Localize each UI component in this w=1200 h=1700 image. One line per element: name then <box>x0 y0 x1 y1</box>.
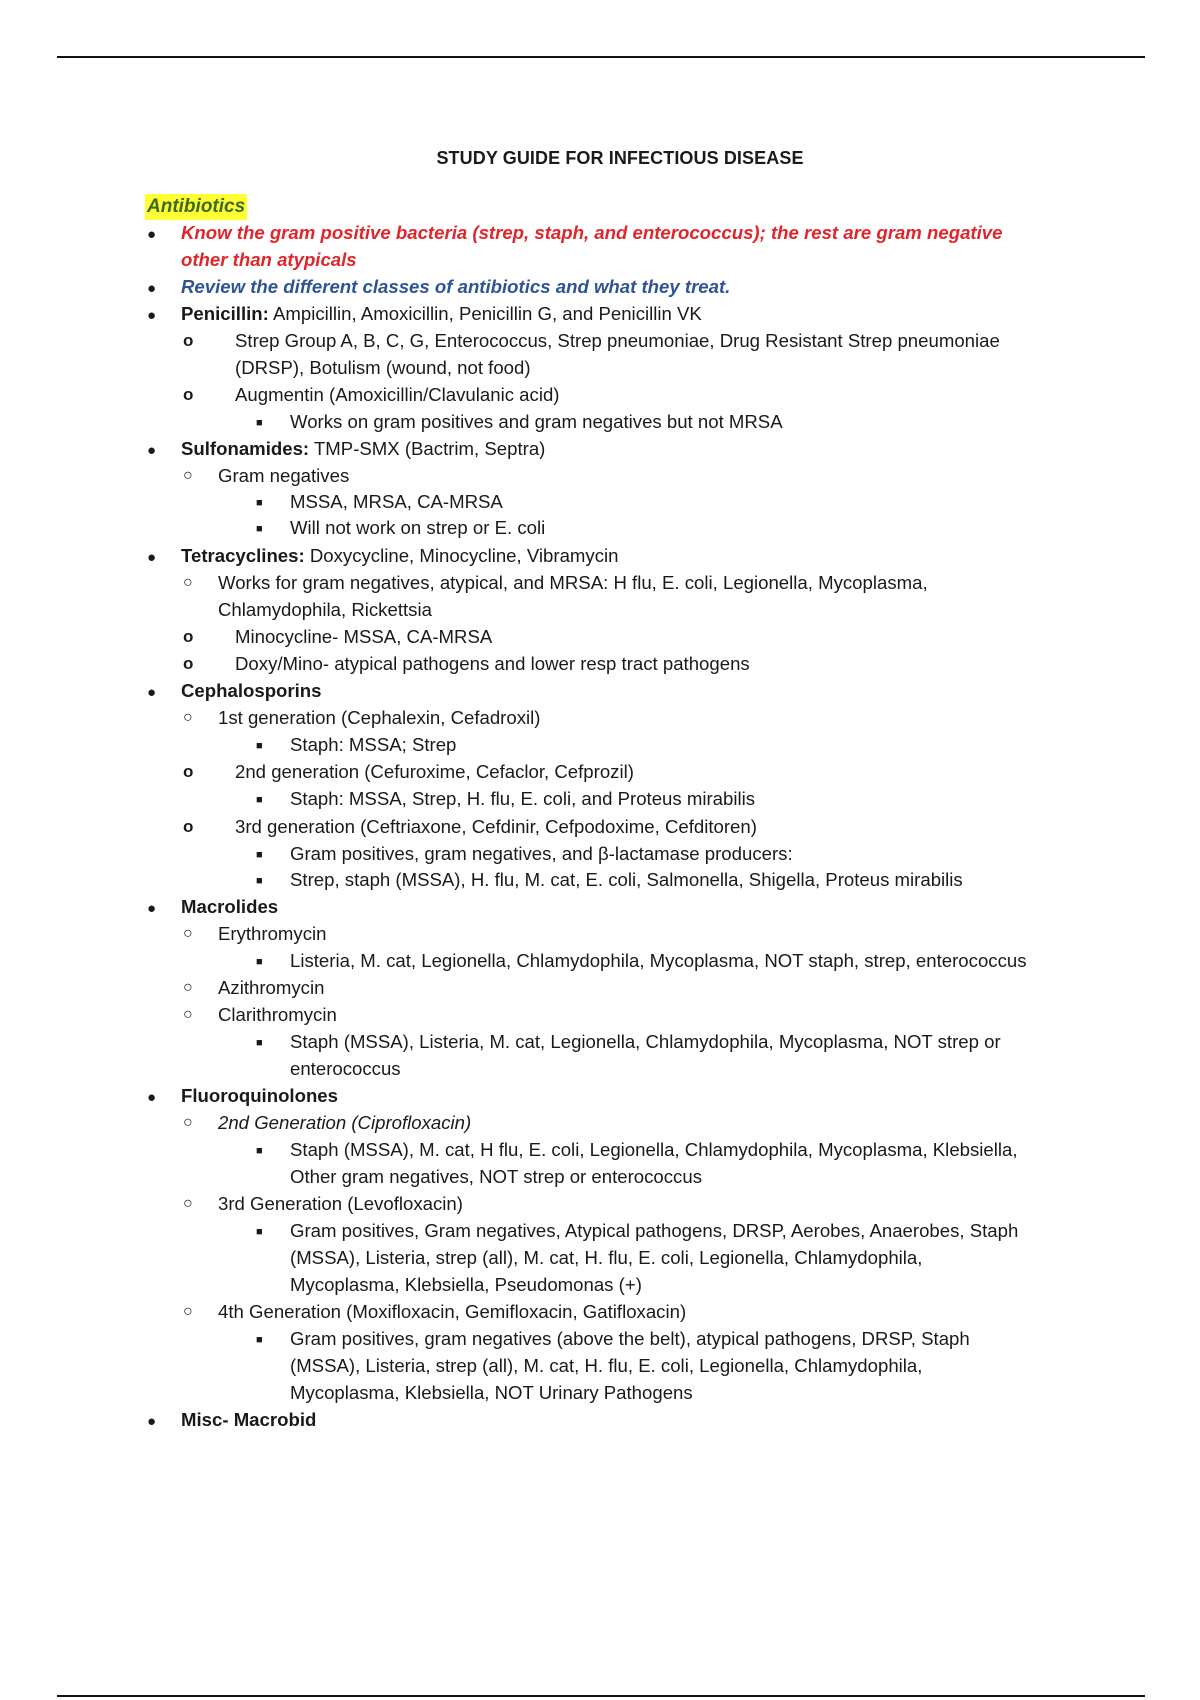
square-bullet-icon: ■ <box>256 740 263 752</box>
list-item: (MSSA), Listeria, strep (all), M. cat, H. flu, E. coli, Legionella, Chlamydophila, <box>290 1355 923 1376</box>
list-item: 2nd Generation (Ciprofloxacin) <box>218 1112 472 1133</box>
square-bullet-icon: ■ <box>256 1145 263 1157</box>
list-item: Strep, staph (MSSA), H. flu, M. cat, E. coli, Salmonella, Shigella, Proteus mirabilis <box>290 869 963 890</box>
list-item: Listeria, M. cat, Legionella, Chlamydophila, Mycoplasma, NOT staph, strep, enterococcus <box>290 950 1027 971</box>
list-item: Other gram negatives, NOT strep or enterococcus <box>290 1166 702 1187</box>
list-item: Staph (MSSA), Listeria, M. cat, Legionella, Chlamydophila, Mycoplasma, NOT strep or <box>290 1031 1001 1052</box>
sulfonamides-text: TMP-SMX (Bactrim, Septra) <box>309 438 546 459</box>
circle-bullet-icon: ○ <box>183 709 193 726</box>
page-title: STUDY GUIDE FOR INFECTIOUS DISEASE <box>436 148 804 168</box>
list-item: Augmentin (Amoxicillin/Clavulanic acid) <box>235 384 560 405</box>
circle-bullet-icon: ○ <box>183 979 193 996</box>
list-item-sulfonamides <box>181 435 1061 462</box>
list-item: Staph: MSSA; Strep <box>290 734 457 755</box>
list-item: 3rd generation (Ceftriaxone, Cefdinir, Cefpodoxime, Cefditoren) <box>235 816 757 837</box>
square-bullet-icon: ■ <box>256 794 263 806</box>
list-item-tetracyclines <box>181 542 1061 569</box>
list-item: Gram positives, gram negatives (above the belt), atypical pathogens, DRSP, Staph <box>290 1328 970 1349</box>
bullet-icon: ● <box>147 900 157 917</box>
list-item: Gram positives, Gram negatives, Atypical pathogens, DRSP, Aerobes, Anaerobes, Staph <box>290 1220 1019 1241</box>
list-item: Doxy/Mino- atypical pathogens and lower resp tract pathogens <box>235 653 750 674</box>
circle-bullet-icon: ○ <box>183 467 193 484</box>
sulfonamides-label: Sulfonamides: <box>181 438 310 459</box>
list-item: (DRSP), Botulism (wound, not food) <box>235 357 531 378</box>
bullet-icon: ● <box>147 1089 157 1106</box>
circle-bullet-icon: ○ <box>183 574 193 591</box>
list-item: Staph (MSSA), M. cat, H flu, E. coli, Legionella, Chlamydophila, Mycoplasma, Klebsiella, <box>290 1139 1018 1160</box>
square-bullet-icon: ■ <box>256 417 263 429</box>
list-item-macrolides: Macrolides <box>181 896 279 917</box>
bullet-icon: ● <box>147 307 157 324</box>
note-review-classes: Review the different classes of antibiotics and what they treat. <box>181 276 731 297</box>
list-item: 4th Generation (Moxifloxacin, Gemifloxacin, Gatifloxacin) <box>218 1301 687 1322</box>
list-item: Chlamydophila, Rickettsia <box>218 599 432 620</box>
list-item: Gram positives, gram negatives, and β-lactamase producers: <box>290 843 793 864</box>
list-item-misc: Misc- Macrobid <box>181 1409 317 1430</box>
list-item-fluoroquinolones: Fluoroquinolones <box>181 1085 338 1106</box>
list-item: Minocycline- MSSA, CA-MRSA <box>235 626 493 647</box>
bullet-icon: ● <box>147 549 157 566</box>
note-gram-positive-cont: other than atypicals <box>181 249 357 270</box>
square-bullet-icon: ■ <box>256 849 263 861</box>
note-gram-positive: Know the gram positive bacteria (strep, staph, and enterococcus); the rest are gram negative <box>181 222 1003 243</box>
list-item-penicillin <box>181 300 1061 327</box>
circle-bullet-icon: ○ <box>183 1006 193 1023</box>
square-bullet-icon: ■ <box>256 523 263 535</box>
sub-bullet-icon: o <box>183 627 194 646</box>
list-item: Works on gram positives and gram negatives but not MRSA <box>290 411 783 432</box>
top-rule <box>57 56 1145 58</box>
list-item: 1st generation (Cephalexin, Cefadroxil) <box>218 707 541 728</box>
sub-bullet-icon: o <box>183 654 194 673</box>
list-item: Mycoplasma, Klebsiella, NOT Urinary Pathogens <box>290 1382 693 1403</box>
circle-bullet-icon: ○ <box>183 1195 193 1212</box>
sub-bullet-icon: o <box>183 817 194 836</box>
list-item: Gram negatives <box>218 465 350 486</box>
square-bullet-icon: ■ <box>256 1037 263 1049</box>
penicillin-label: Penicillin: <box>181 303 269 324</box>
square-bullet-icon: ■ <box>256 1226 263 1238</box>
list-item-cephalosporins: Cephalosporins <box>181 680 322 701</box>
square-bullet-icon: ■ <box>256 1334 263 1346</box>
sub-bullet-icon: o <box>183 762 194 781</box>
circle-bullet-icon: ○ <box>183 925 193 942</box>
tetracyclines-label: Tetracyclines: <box>181 545 305 566</box>
list-item: MSSA, MRSA, CA-MRSA <box>290 491 503 512</box>
bullet-icon: ● <box>147 1413 157 1430</box>
bottom-rule <box>57 1695 1145 1697</box>
list-item: 2nd generation (Cefuroxime, Cefaclor, Cefprozil) <box>235 761 634 782</box>
bullet-icon: ● <box>147 280 157 297</box>
bullet-icon: ● <box>147 442 157 459</box>
list-item: Strep Group A, B, C, G, Enterococcus, Strep pneumoniae, Drug Resistant Strep pneumoniae <box>235 330 1000 351</box>
square-bullet-icon: ■ <box>256 497 263 509</box>
list-item: enterococcus <box>290 1058 401 1079</box>
list-item: Mycoplasma, Klebsiella, Pseudomonas (+) <box>290 1274 642 1295</box>
list-item: Works for gram negatives, atypical, and MRSA: H flu, E. coli, Legionella, Mycoplasma, <box>218 572 928 593</box>
bullet-icon: ● <box>147 684 157 701</box>
list-item: Will not work on strep or E. coli <box>290 517 546 538</box>
list-item: 3rd Generation (Levofloxacin) <box>218 1193 463 1214</box>
list-item: (MSSA), Listeria, strep (all), M. cat, H. flu, E. coli, Legionella, Chlamydophila, <box>290 1247 923 1268</box>
list-item: Azithromycin <box>218 977 325 998</box>
bullet-icon: ● <box>147 226 157 243</box>
list-item: Staph: MSSA, Strep, H. flu, E. coli, and Proteus mirabilis <box>290 788 756 809</box>
circle-bullet-icon: ○ <box>183 1303 193 1320</box>
list-item: Clarithromycin <box>218 1004 337 1025</box>
square-bullet-icon: ■ <box>256 875 263 887</box>
circle-bullet-icon: ○ <box>183 1114 193 1131</box>
list-item: Erythromycin <box>218 923 327 944</box>
penicillin-text: Ampicillin, Amoxicillin, Penicillin G, and Penicillin VK <box>268 303 702 324</box>
section-heading-antibiotics: Antibiotics <box>145 194 247 220</box>
tetracyclines-text: Doxycycline, Minocycline, Vibramycin <box>304 545 619 566</box>
sub-bullet-icon: o <box>183 385 194 404</box>
square-bullet-icon: ■ <box>256 956 263 968</box>
sub-bullet-icon: o <box>183 331 194 350</box>
